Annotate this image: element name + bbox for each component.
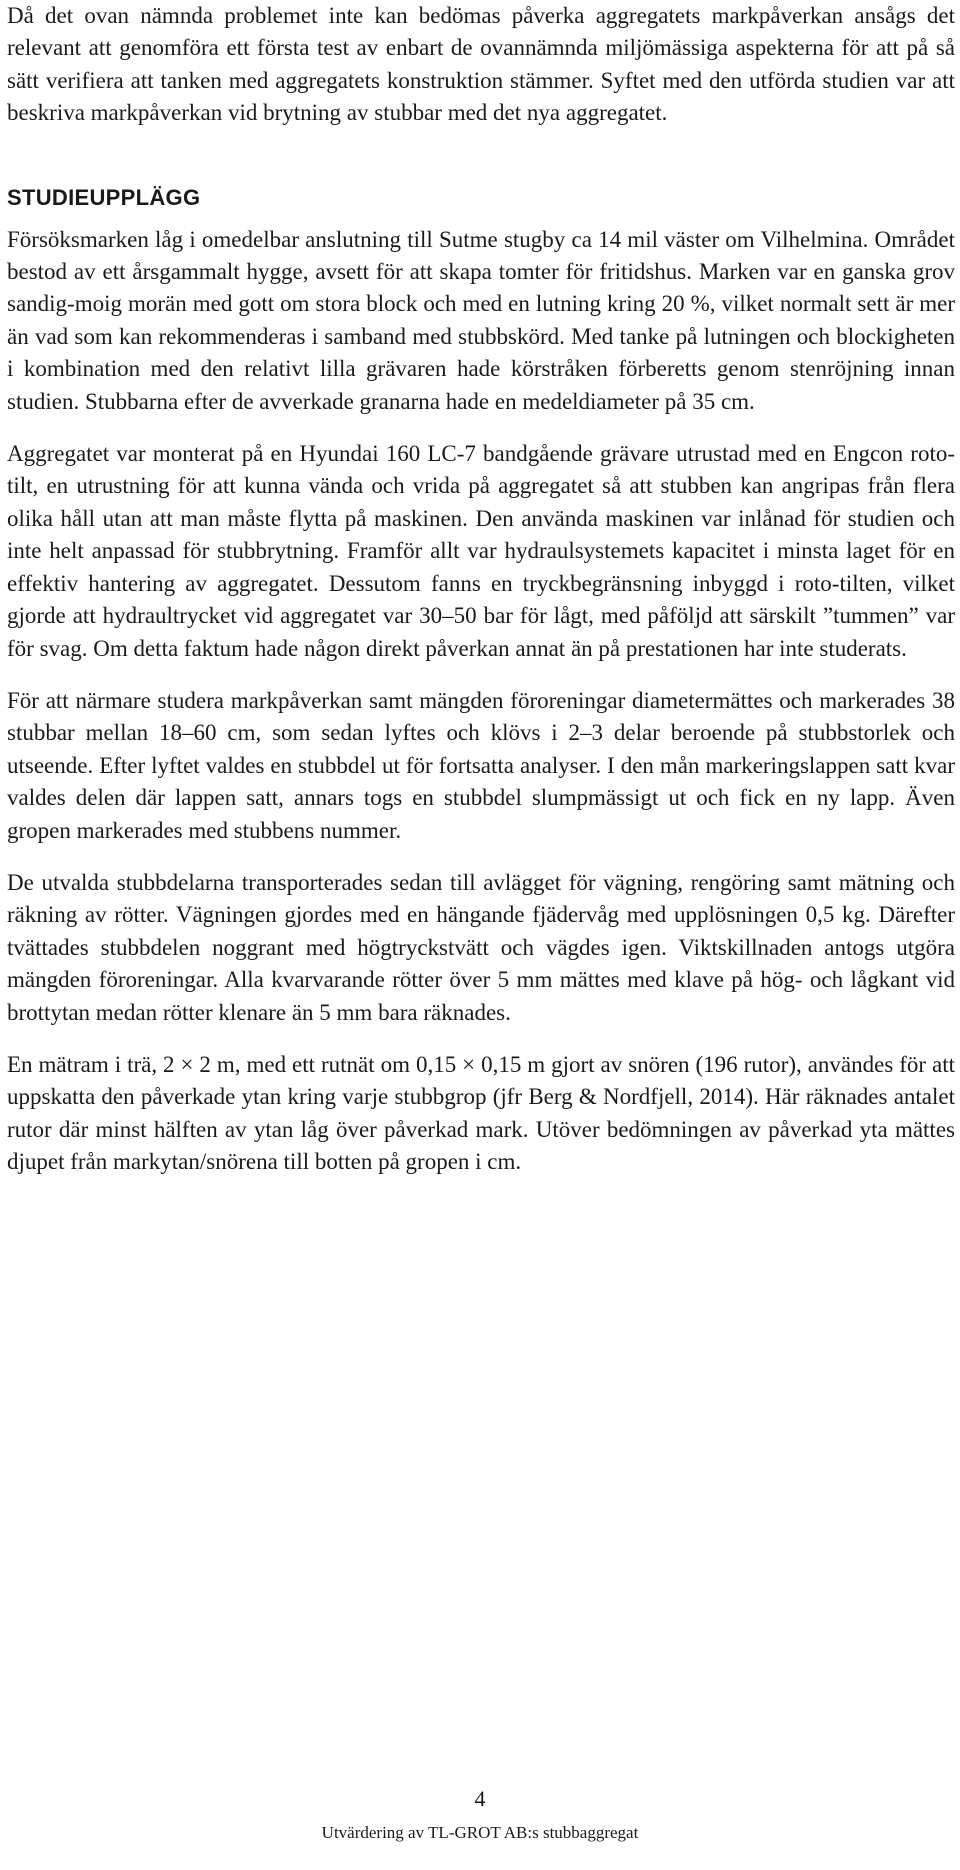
- machine-paragraph: Aggregatet var monterat på en Hyundai 160 LC-7 bandgående grävare utrustad med en Engcon roto-tilt, en utrustning för att kunna vända och vrida på aggregatet så att stubben kan angripas från flera olika håll utan att man måste flytta på maskinen. Den använda maskinen var inlånad för studien och inte helt anpassad för stubbrytning. Framför allt var hydraulsystemets kapacitet i minsta laget för en effektiv hantering av aggregatet. Dessutom fanns en tryckbegränsning inbyggd i roto-tilten, vilket gjorde att hydraultrycket vid aggregatet var 30–50 bar för lågt, med påföljd att särskilt ”tummen” var för svag. Om detta faktum hade någon direkt påverkan annat än på prestationen har inte studerats.: [7, 441, 955, 661]
- weighing-paragraph: De utvalda stubbdelarna transporterades sedan till avlägget för vägning, rengöring samt mätning och räkning av rötter. Vägningen gjordes med en hängande fjädervåg med upplösningen 0,5 kg. Därefter tvättades stubbdelen noggrant med högtryckstvätt och vägdes igen. Viktskillnaden antogs utgöra mängden föroreningar. Alla kvarvarande rötter över 5 mm mättes med klave på hög- och lågkant vid brottytan medan rötter klenare än 5 mm bara räknades.: [7, 869, 955, 1025]
- document-body: [7, 0, 955, 1179]
- footer-title: Utvärdering av TL-GROT AB:s stubbaggregat: [321, 1823, 639, 1842]
- site-paragraph: Försöksmarken låg i omedelbar anslutning till Sutme stugby ca 14 mil väster om Vilhelmina. Området bestod av ett årsgammalt hygge, avsett för att skapa tomter för fritidshus. Marken var en ganska grov sandig-moig morän med gott om stora block och med en lutning kring 20 %, vilket normalt sett är mer än vad som kan rekommenderas i samband med stubbskörd. Med tanke på lutningen och blockigheten i kombination med den relativt lilla grävaren hade körstråken förberetts genom stenröjning innan studien. Stubbarna efter de avverkade granarna hade en medeldiameter på 35 cm.: [7, 226, 955, 414]
- sampling-paragraph: För att närmare studera markpåverkan samt mängden föroreningar diametermättes och markerades 38 stubbar mellan 18–60 cm, som sedan lyftes och klövs i 2–3 delar beroende på stubbstorlek och utseende. Efter lyftet valdes en stubbdel ut för fortsatta analyser. I den mån markeringslappen satt kvar valdes delen där lappen satt, annars togs en stubbdel slumpmässigt ut och fick en ny lapp. Även gropen markerades med stubbens nummer.: [7, 687, 955, 843]
- section-heading-studieupplagg: STUDIEUPPLÄGG: [7, 184, 201, 210]
- frame-paragraph: En mätram i trä, 2 × 2 m, med ett rutnät om 0,15 × 0,15 m gjort av snören (196 rutor), användes för att uppskatta den påverkade ytan kring varje stubbgrop (jfr Berg & Nordfjell, 2014). Här räknades antalet rutor där minst hälften av ytan låg över påverkad mark. Utöver bedömningen av påverkad yta mättes djupet från markytan/snörena till botten på gropen i cm.: [7, 1051, 955, 1175]
- intro-paragraph: Då det ovan nämnda problemet inte kan bedömas påverka aggregatets markpåverkan ansågs det relevant att genomföra ett första test av enbart de ovannämnda miljömässiga aspekterna för att på så sätt verifiera att tanken med aggregatets konstruktion stämmer. Syftet med den utförda studien var att beskriva markpåverkan vid brytning av stubbar med det nya aggregatet.: [7, 3, 955, 126]
- page-number: 4: [474, 1786, 486, 1811]
